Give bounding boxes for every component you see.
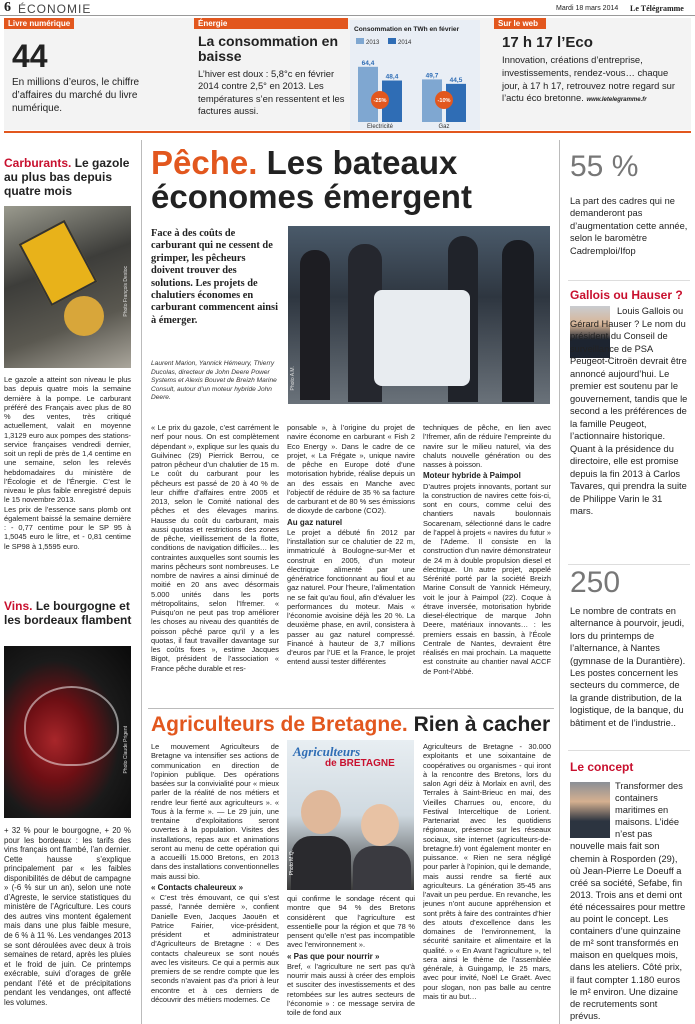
agri-logo-line2: de BRETAGNE xyxy=(325,758,395,769)
photo-credit: Photo Claude Prigent xyxy=(123,726,129,774)
carb-kicker: Carburants. xyxy=(4,156,72,170)
col-divider-right xyxy=(559,140,560,1024)
category-label-Electricité: Electricité xyxy=(366,124,394,130)
peche-col2 xyxy=(287,423,415,709)
chart-svg xyxy=(350,34,480,130)
vins-title: Le bourgogne et les bordeaux flambent xyxy=(4,599,132,627)
value-label-Gaz-2013: 49,7 xyxy=(425,72,439,80)
category-label-Gaz: Gaz xyxy=(438,124,450,130)
legend-label-2014: 2014 xyxy=(398,40,412,46)
carb-body xyxy=(4,375,131,585)
value-label-Gaz-2014: 44,5 xyxy=(449,76,463,84)
carb-body-p2: Les prix de l’essence sans plomb ont également baissé la semaine dernière : - 0,77 centime pour le SP 95 à 1,5045 euro le litre, et - 0,81 centime le SP98 à 1,5595 euro. xyxy=(4,504,131,551)
kicker-web: Sur le web xyxy=(494,18,546,29)
peche-col3 xyxy=(423,423,551,709)
legend-label-2013: 2013 xyxy=(366,40,380,46)
band-divider xyxy=(4,131,691,133)
issue-date: Mardi 18 mars 2014 xyxy=(556,5,619,12)
peche-subhead-2: Moteur hybride à Paimpol xyxy=(423,471,521,481)
peche-col1: « Le prix du gazole, c’est carrément le nerf pour nous. On est complètement dépendant », explique sur les quais du Guilvinec (29) Pierrick Berrou, ce patron pêcheur d’un chalutier de 15 m. Le coût du carburant pour les pêcheurs est passé de 20 à 40 % de leur chiffre d’affaires entre 2005 et 2013, selon le Comité national des pêches et des élevages marins. Hausse du coût du carburant, mais aussi quotas et restrictions des zones de pêche, vieillissement de la flotte, conditions de navigation difficiles… les contraintes auxquelles sont soumis les marins pêcheurs sont nombreuses. Le nombre de navires a ainsi diminué de moitié en 20 ans avec désormais 5.000 unités dans les ports métropolitains, selon l’Ifremer. « Puisqu’on ne peut pas trop améliorer les choses au niveau des quantités de poisson pêché parce qu’il y a les quotas, il faut travailler davantage sur les coûts fixes », estime Jacques Bigot, président de l’association « France pêche durable et res- xyxy=(151,423,279,673)
photo-credit: Photo François Destoc xyxy=(123,266,129,317)
legend-swatch-2014 xyxy=(388,38,396,44)
legend-swatch-2013 xyxy=(356,38,364,44)
col-divider-left xyxy=(141,140,142,1024)
stat-250-text: Le nombre de contrats en alternance à pourvoir, jeudi, lors du printemps de l’alternance, à Nantes (gymnase de la Durantière). Les postes concernent les secteurs du commerce, de la grande distribution, de la logistique, de la banque, du bâtiment et de l’industrie.. xyxy=(570,606,686,728)
value-label-Electricité-2014: 48,4 xyxy=(385,73,399,81)
agri-col2 xyxy=(287,894,415,1024)
newspaper-name: Le Télégramme xyxy=(630,4,684,13)
brief-web xyxy=(494,18,689,128)
gallois-text: Louis Gallois ou Gérard Hauser ? Le nom du président du Conseil de surveillance de PSA Peugeot-Citroën devrait être annoncé aujourd’hui. Le premier est soutenu par le gouvernement, tandis que le second a les préférences de la famille Peugeot, l’actionnaire historique. Quant à la présidence du directoire, elle est promise depuis la fin 2013 à Carlos Tavares, qui prendra la suite de Philippe Varin le 31 mars. xyxy=(570,306,688,516)
concept-text-body: Transformer des containers maritimes en maisons. L’idée n’est pas nouvelle mais fait son chemin à Rosporden (29), où Jean-Pierre Le Doeuff a créé sa société, Sefabe, fin 2013. Trois ans et demi ont été nécessaires pour mettre au point le concept. Les containers d’une quinzaine de m² sont transformés en maison en quelques mois, dans les ateliers. Côté prix, il faut compter 1.180 euros le m² environ. Une dizaine de recrutements sont prévus. xyxy=(570,781,686,1021)
agri-kicker: Agriculteurs de Bretagne. xyxy=(151,713,408,736)
engine-block xyxy=(374,290,470,386)
peche-col2-p1: ponsable », à l’origine du projet de navire économe en carburant « Fish 2 Eco Energy ». Dans le cadre de ce projet, « La Frégate », unique navire de pêche en Europe doté d’une motorisation hybride, réalise depuis un an des essais en Manche avec l’objectif de réduire de 35 % sa facture de carburant et de 80 % ses émissions de dioxyde de carbone (CO2). xyxy=(287,423,415,516)
energie-title: La consommation en baisse xyxy=(198,33,339,64)
peche-chapo: Face à des coûts de carburant qui ne cessent de grimper, les pêcheurs doivent trouver des solutions. Les projets de chalutiers économes en carburant commencent ainsi à émerger. xyxy=(151,228,278,326)
divider xyxy=(568,280,690,281)
diesel-nozzle-label xyxy=(19,220,98,306)
brief-livre xyxy=(4,18,192,128)
consumption-chart xyxy=(350,20,480,130)
agri-col2-p2: Bref, « l’agriculture ne sert pas qu’à nourrir mais aussi à créer des emplois et susciter des investissements et des retombées sur les autres secteurs de l’économie » : ce message servira de toile de fond aux xyxy=(287,961,415,1017)
float-spacer xyxy=(570,780,615,840)
page-header xyxy=(0,0,695,16)
body-1 xyxy=(291,836,351,890)
agri-subhead-2: « Pas que pour nourrir » xyxy=(287,951,380,961)
peche-title: Les bateaux économes émergent xyxy=(151,144,472,215)
agri-logo-line1: Agriculteurs xyxy=(293,744,361,759)
vins-body: + 32 % pour le bourgogne, + 20 % pour les bordeaux : les tarifs des vins français ont flambé, l’an dernier. Cette hausse s’explique principalement par « les faibles disponibilités de début de campagne » (-6 % sur un an), selon une note d’Agreste, le service statistiques du ministère de l’Agriculture. Les cours des autres vins montent également mais dans une plus faible mesure, de 6 % à 11 %. Les vendanges 2013 se sont déroulées avec deux à trois semaines de retard, après les pluies et le froid de juin. Ce printemps exécrable, suivi d’orages de grêle pendant l’été et de précipitations pendant les vendanges, ont affecté les volumes. xyxy=(4,826,131,1007)
stat-55-percent: 55 % xyxy=(570,150,639,183)
peche-col2-p2: Le projet a débuté fin 2012 par l’installation sur ce chalutier de 22 m, immatriculé à Boulogne-sur-Mer et construit en 2005, d’un moteur électrique alimenté par une génératrice fonctionnant au fioul et au gaz naturel. Pour l’heure, l’alimentation ne se fait qu’au fioul, afin d’évaluer les performances du moteur. Mais « l’économie avoisine déjà les 20 %. La deuxième phase, en avril, consistera à passer au gaz naturel compressé. Financé à hauteur de 3,7 millions d’euros par l’UE et la France, le projet entend aussi tester différentes xyxy=(287,527,415,667)
agri-subhead-1: « Contacts chaleureux » xyxy=(151,882,244,892)
agri-col1-p2: « C’est très émouvant, ce qui s’est passé, l’année dernière », confient Danielle Even, Jacques Jaouën et Patrice Fairier, vice-président, président et administrateur d’Agriculteurs de Bretagne : « Des contacts chaleureux se sont noués avec les visiteurs. Ce qui a permis aux premiers de se rendre compte que les seconds n’avaient pas d’a priori à leur encontre et à ces derniers de découvrir des métiers modernes. Ce xyxy=(151,893,279,1004)
photo-wine-glass xyxy=(4,646,131,818)
brief-livre-text: En millions d’euros, le chiffre d’affaires du marché du livre numérique. xyxy=(12,77,140,114)
glass-outline xyxy=(24,686,119,766)
kicker-livre: Livre numérique xyxy=(4,18,74,29)
body-2 xyxy=(353,846,411,890)
vins-kicker: Vins. xyxy=(4,599,33,613)
peche-subhead-1: Au gaz naturel xyxy=(287,517,343,527)
concept-title-text: Le concept xyxy=(570,760,634,774)
web-url[interactable]: www.letelegramme.fr xyxy=(586,97,647,104)
section-name: ÉCONOMIE xyxy=(18,2,92,16)
chart-title: Consommation en TWh en février xyxy=(354,26,460,33)
face-1 xyxy=(301,790,341,834)
agri-col1-p1: Le mouvement Agriculteurs de Bretagne va intensifier ses actions de communication en direction de l’opinion publique. Des opérations basées sur la convivialité pour « mieux parler de la réalité de nos métiers et rendre leur fierté aux agriculteurs ». « Tous à la ferme ». — Le 29 juin, une trentaine d’exploitations seront ouvertes à la population. Visites des installations, repas aux et animations seront au menu de cette opération qui a accueilli 15.000 Bretons, en 2013 dans des installations conventionnelles mais aussi bio. xyxy=(151,742,279,881)
carb-body-p1: Le gazole a atteint son niveau le plus bas depuis quatre mois la semaine dernière à la pompe. Le carburant préféré des Français avec plus de 80 % des ventes, très critiqué actuellement, valait en moyenne 1,3129 euro aux pompes des stations-service françaises vendredi dernier, soit un repli de près de 1,4 centime en une semaine, selon les relevés hebdomadaires du ministère de l’Écologie et de l’Énergie. C’est le niveau le plus faible enregistré depuis le 15 novembre 2013. xyxy=(4,375,131,505)
gallois-title xyxy=(570,288,683,302)
badge-label-Gaz: -10% xyxy=(437,98,451,104)
peche-caption: Laurent Marion, Yannick Hémeury, Thierry Ducolas, directeur de John Deere Power Systems et Alexis Bouvet de Breizh Marine Consult, autour d’un moteur hybride John Deere. xyxy=(151,360,277,401)
peche-kicker: Pêche. xyxy=(151,144,258,181)
divider xyxy=(568,564,690,565)
agri-col1 xyxy=(151,742,279,1024)
peche-headline xyxy=(151,146,551,214)
agri-headline xyxy=(151,713,551,737)
energie-text: L’hiver est doux : 5,8°c en février 2014 contre 2,5° en 2013. Les températures s’en ressentent et les factures aussi. xyxy=(198,68,345,117)
stat-55-text: La part des cadres qui ne demanderont pas d’augmentation cette année, selon le baromètre Cadremploi/Ifop xyxy=(570,196,688,256)
peche-col3-p1: techniques de pêche, en lien avec l’Ifremer, afin de réduire l’empreinte du navire sur le milieu naturel, via des chaluts nouvelle génération ou des nasses à poisson. xyxy=(423,423,551,469)
left-column xyxy=(4,156,134,198)
pump-hand xyxy=(64,296,104,336)
concept-text xyxy=(570,780,688,1022)
web-title: 17 h 17 l’Eco xyxy=(502,34,593,51)
photo-credit: Photo A.M. xyxy=(290,366,296,391)
face-2 xyxy=(361,804,399,846)
gallois-title-text: Gallois ou Hauser ? xyxy=(570,288,683,302)
badge-label-Electricité: -25% xyxy=(373,98,387,104)
brief-energie xyxy=(194,18,490,128)
divider xyxy=(568,750,690,751)
agri-col2-p1: qui confirme le sondage récent qui montre que 94 % des Bretons considèrent que l’agriculture est essentielle pour la région et que 78 % pensent qu’elle n’est pas incompatible avec l’environnement ». xyxy=(287,894,415,950)
article-divider xyxy=(148,708,554,709)
agri-title: Rien à cacher xyxy=(413,713,551,736)
concept-title xyxy=(570,760,633,774)
vins-headline xyxy=(4,599,134,627)
carb-title: Le gazole au plus bas depuis quatre mois xyxy=(4,156,130,198)
stat-250: 250 xyxy=(570,566,621,599)
kicker-energie: Énergie xyxy=(194,18,348,29)
photo-diesel-pump xyxy=(4,206,131,368)
carb-headline xyxy=(4,156,134,198)
web-text-body: Innovation, créations d’entreprise, investissements, rendez-vous… chaque jour, à 17 h 17, retrouvez notre regard sur l’actu éco bretonne. xyxy=(502,54,676,104)
value-label-Electricité-2013: 64,4 xyxy=(361,59,375,67)
photo-credit: Photo M.Q. xyxy=(289,850,295,876)
person-4 xyxy=(502,240,534,402)
photo-agri-leaders xyxy=(287,740,414,890)
peche-col3-p2: D’autres projets innovants, portant sur la construction de navires cette fois-ci, sont en cours, comme celui des chantiers navals boulonnais Socarenam, sélectionné dans le cadre de l’appel à projets « navires du futur » de l’Ademe. Il consiste en la construction d’un navire démonstrateur de 24 m à double propulsion diesel et électrique. Un autre projet, appelé Sérénité porté par la société Breizh Marine Consult de Yannick Hémeury, voit le jour à Paimpol (22). Coque à étrave inversée, motorisation hybride diesel-électrique de marque John Deere, matériaux innovants… : les premiers essais en bassin, à l’École Centrale de Nantes, devraient être réalisés en mai prochain. La maquette est construite au chantier naval ACCF de Pont-l’Abbé. xyxy=(423,481,551,676)
stat-number-livre: 44 xyxy=(12,38,48,74)
person-1 xyxy=(300,250,330,400)
agri-col3: Agriculteurs de Bretagne - 30.000 exploitants et une soixantaine de coopératives ou organismes - qui iront à la rencontre des Bretons, lors du salon Agri déiz à Morlaix en avril, des Terrales à Saint-Brieuc en mai, des Vieilles Charrues ou, encore, du Festival Interceltique de Lorient. Partenariat avec les quotidiens régionaux, présence sur les réseaux sociaux, site internet (agriculteurs-de-bretagne.fr) vont également monter en puissance. « Rien ne sera négligé pour parler à l’opinion, qui le demande, mais aussi rendre sa fierté aux agriculteurs. La génération 35-45 ans l’avait un peu perdue. En revanche, les jeunes n’ont aucune appréhension et sont prêts à faire des contraintes d’hier des atouts d’excellence dans les domaines de l’environnement, la sécurité sanitaire et alimentaire et la qualité. » « En Avant l’agriculture », tel sera ainsi le thème de l’assemblée générale, à Guingamp, le 25 mars, avec pour invité, Noël Le Graët. Avec pour slogan, non pas balle au centre mais tir au but… xyxy=(423,742,551,1001)
web-text xyxy=(502,54,684,107)
photo-hybrid-engine xyxy=(288,226,550,404)
page-number: 6 xyxy=(4,0,11,15)
